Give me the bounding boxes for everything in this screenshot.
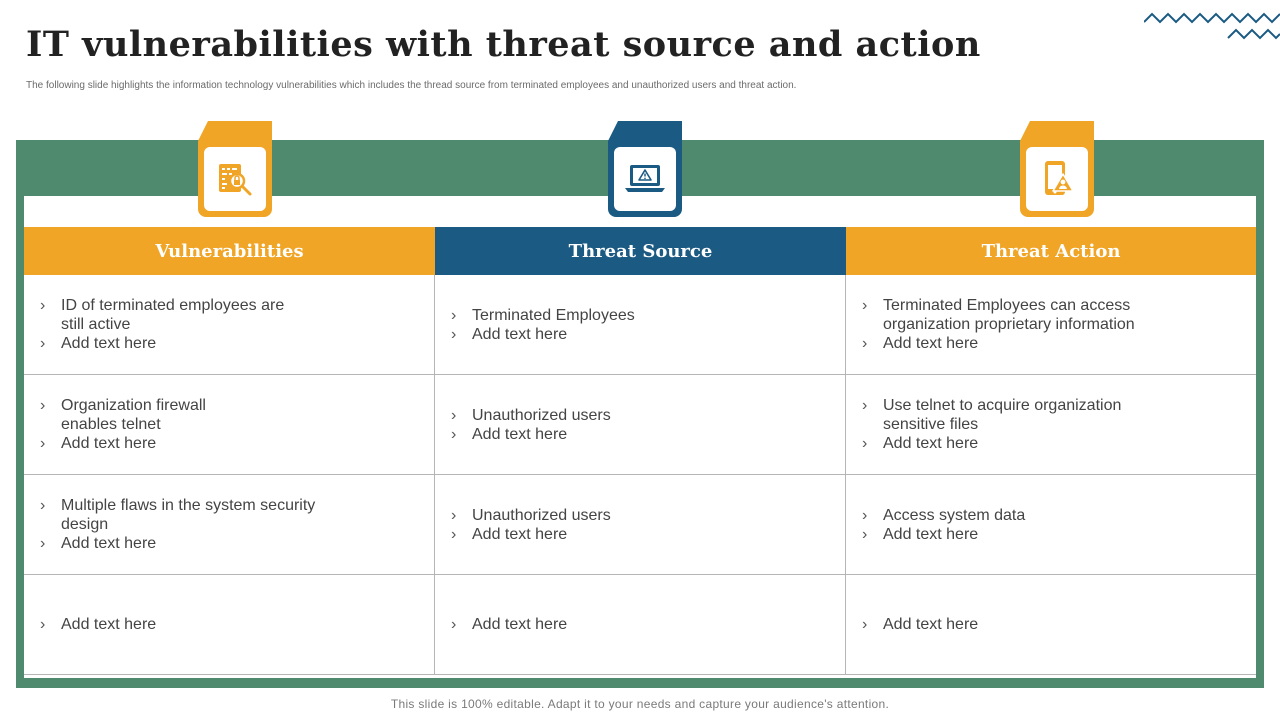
chevron-right-icon: › — [862, 297, 868, 314]
bullet-text: Add text here — [883, 335, 979, 352]
bullet-text: Add text here — [61, 535, 157, 552]
bullet-item — [451, 615, 845, 634]
chevron-right-icon: › — [40, 297, 46, 314]
bullet-item — [862, 396, 1256, 434]
bullet-item — [451, 306, 845, 325]
bullet-item — [40, 496, 434, 534]
chevron-right-icon: › — [451, 425, 457, 443]
laptop-warning-icon — [624, 163, 666, 195]
table-cell-vulnerability — [24, 275, 435, 375]
table-cell-threat-source — [435, 475, 846, 575]
bullet-text: Add text here — [472, 616, 568, 633]
bullet-item — [451, 406, 845, 425]
bullet-text: Organization firewall enables telnet — [61, 397, 206, 433]
bullet-text: Add text here — [61, 335, 157, 352]
bullet-item — [40, 434, 434, 453]
chevron-right-icon: › — [40, 335, 46, 352]
threat-action-badge — [1020, 121, 1094, 217]
vulnerabilities-badge — [198, 121, 272, 217]
slide-subtitle: The following slide highlights the information technology vulnerabilities which includes the thread source from terminated employees and unauthorized users and threat action. — [26, 80, 797, 91]
table-cell-vulnerability — [24, 575, 435, 675]
bullet-item — [451, 325, 845, 344]
bullet-text: Access system data — [883, 506, 1026, 524]
footer-note: This slide is 100% editable. Adapt it to your needs and capture your audience's attention. — [390, 697, 890, 711]
chevron-right-icon: › — [451, 525, 457, 543]
chevron-right-icon: › — [451, 506, 457, 524]
chevron-right-icon: › — [451, 325, 457, 343]
bullet-item — [862, 525, 1256, 544]
chevron-right-icon: › — [451, 306, 457, 324]
bullet-text: Unauthorized users — [472, 506, 611, 524]
bullet-text: Terminated Employees can access organization proprietary information — [883, 297, 1135, 333]
bullet-item — [862, 615, 1256, 634]
bullet-text: Add text here — [883, 525, 979, 543]
table-cell-threat-source — [435, 375, 846, 475]
table-cell-threat-source — [435, 275, 846, 375]
bullet-item — [451, 506, 845, 525]
chevron-right-icon: › — [40, 535, 46, 552]
bullet-text: Add text here — [472, 325, 568, 343]
table-cell-threat-action — [846, 375, 1256, 475]
chevron-right-icon: › — [862, 435, 868, 452]
bullet-text: Add text here — [61, 435, 157, 452]
bullet-item — [862, 296, 1256, 334]
header-vulnerabilities: Vulnerabilities — [24, 227, 435, 275]
chevron-right-icon: › — [451, 616, 457, 633]
bullet-item — [40, 615, 434, 634]
slide-title: IT vulnerabilities with threat source and action — [26, 24, 981, 65]
chevron-right-icon: › — [40, 435, 46, 452]
mobile-user-alert-icon — [1040, 160, 1074, 198]
chevron-right-icon: › — [40, 616, 46, 633]
bullet-item — [862, 334, 1256, 353]
chevron-right-icon: › — [862, 397, 868, 414]
table-cell-threat-action — [846, 275, 1256, 375]
bullet-item — [40, 396, 434, 434]
bullet-text: Multiple flaws in the system security design — [61, 497, 316, 533]
chevron-right-icon: › — [451, 406, 457, 424]
chevron-right-icon: › — [862, 506, 868, 524]
bullet-text: Use telnet to acquire organization sensitive files — [883, 397, 1122, 433]
bullet-item — [451, 525, 845, 544]
table-cell-threat-action — [846, 575, 1256, 675]
bullet-text: ID of terminated employees are still active — [61, 297, 285, 333]
bullet-text: Terminated Employees — [472, 306, 635, 324]
bullet-text: Add text here — [472, 525, 568, 543]
header-threat-action: Threat Action — [846, 227, 1256, 275]
bullet-item — [40, 534, 434, 553]
chevron-right-icon: › — [862, 525, 868, 543]
bullet-item — [451, 425, 845, 444]
bullet-item — [40, 296, 434, 334]
bullet-text: Add text here — [472, 425, 568, 443]
threat-source-badge — [608, 121, 682, 217]
data-security-search-icon — [217, 161, 253, 197]
table-cell-vulnerability — [24, 375, 435, 475]
table-cell-vulnerability — [24, 475, 435, 575]
bullet-item — [862, 434, 1256, 453]
bullet-text: Add text here — [883, 616, 979, 633]
table-cell-threat-action — [846, 475, 1256, 575]
chevron-right-icon: › — [862, 335, 868, 352]
bullet-item — [862, 506, 1256, 525]
table-cell-threat-source — [435, 575, 846, 675]
chevron-right-icon: › — [40, 397, 46, 414]
bullet-item — [40, 334, 434, 353]
header-threat-source: Threat Source — [435, 227, 846, 275]
zigzag-decoration-icon — [1144, 10, 1280, 40]
bullet-text: Add text here — [883, 435, 979, 452]
chevron-right-icon: › — [40, 497, 46, 514]
bullet-text: Add text here — [61, 616, 157, 633]
chevron-right-icon: › — [862, 616, 868, 633]
bullet-text: Unauthorized users — [472, 406, 611, 424]
